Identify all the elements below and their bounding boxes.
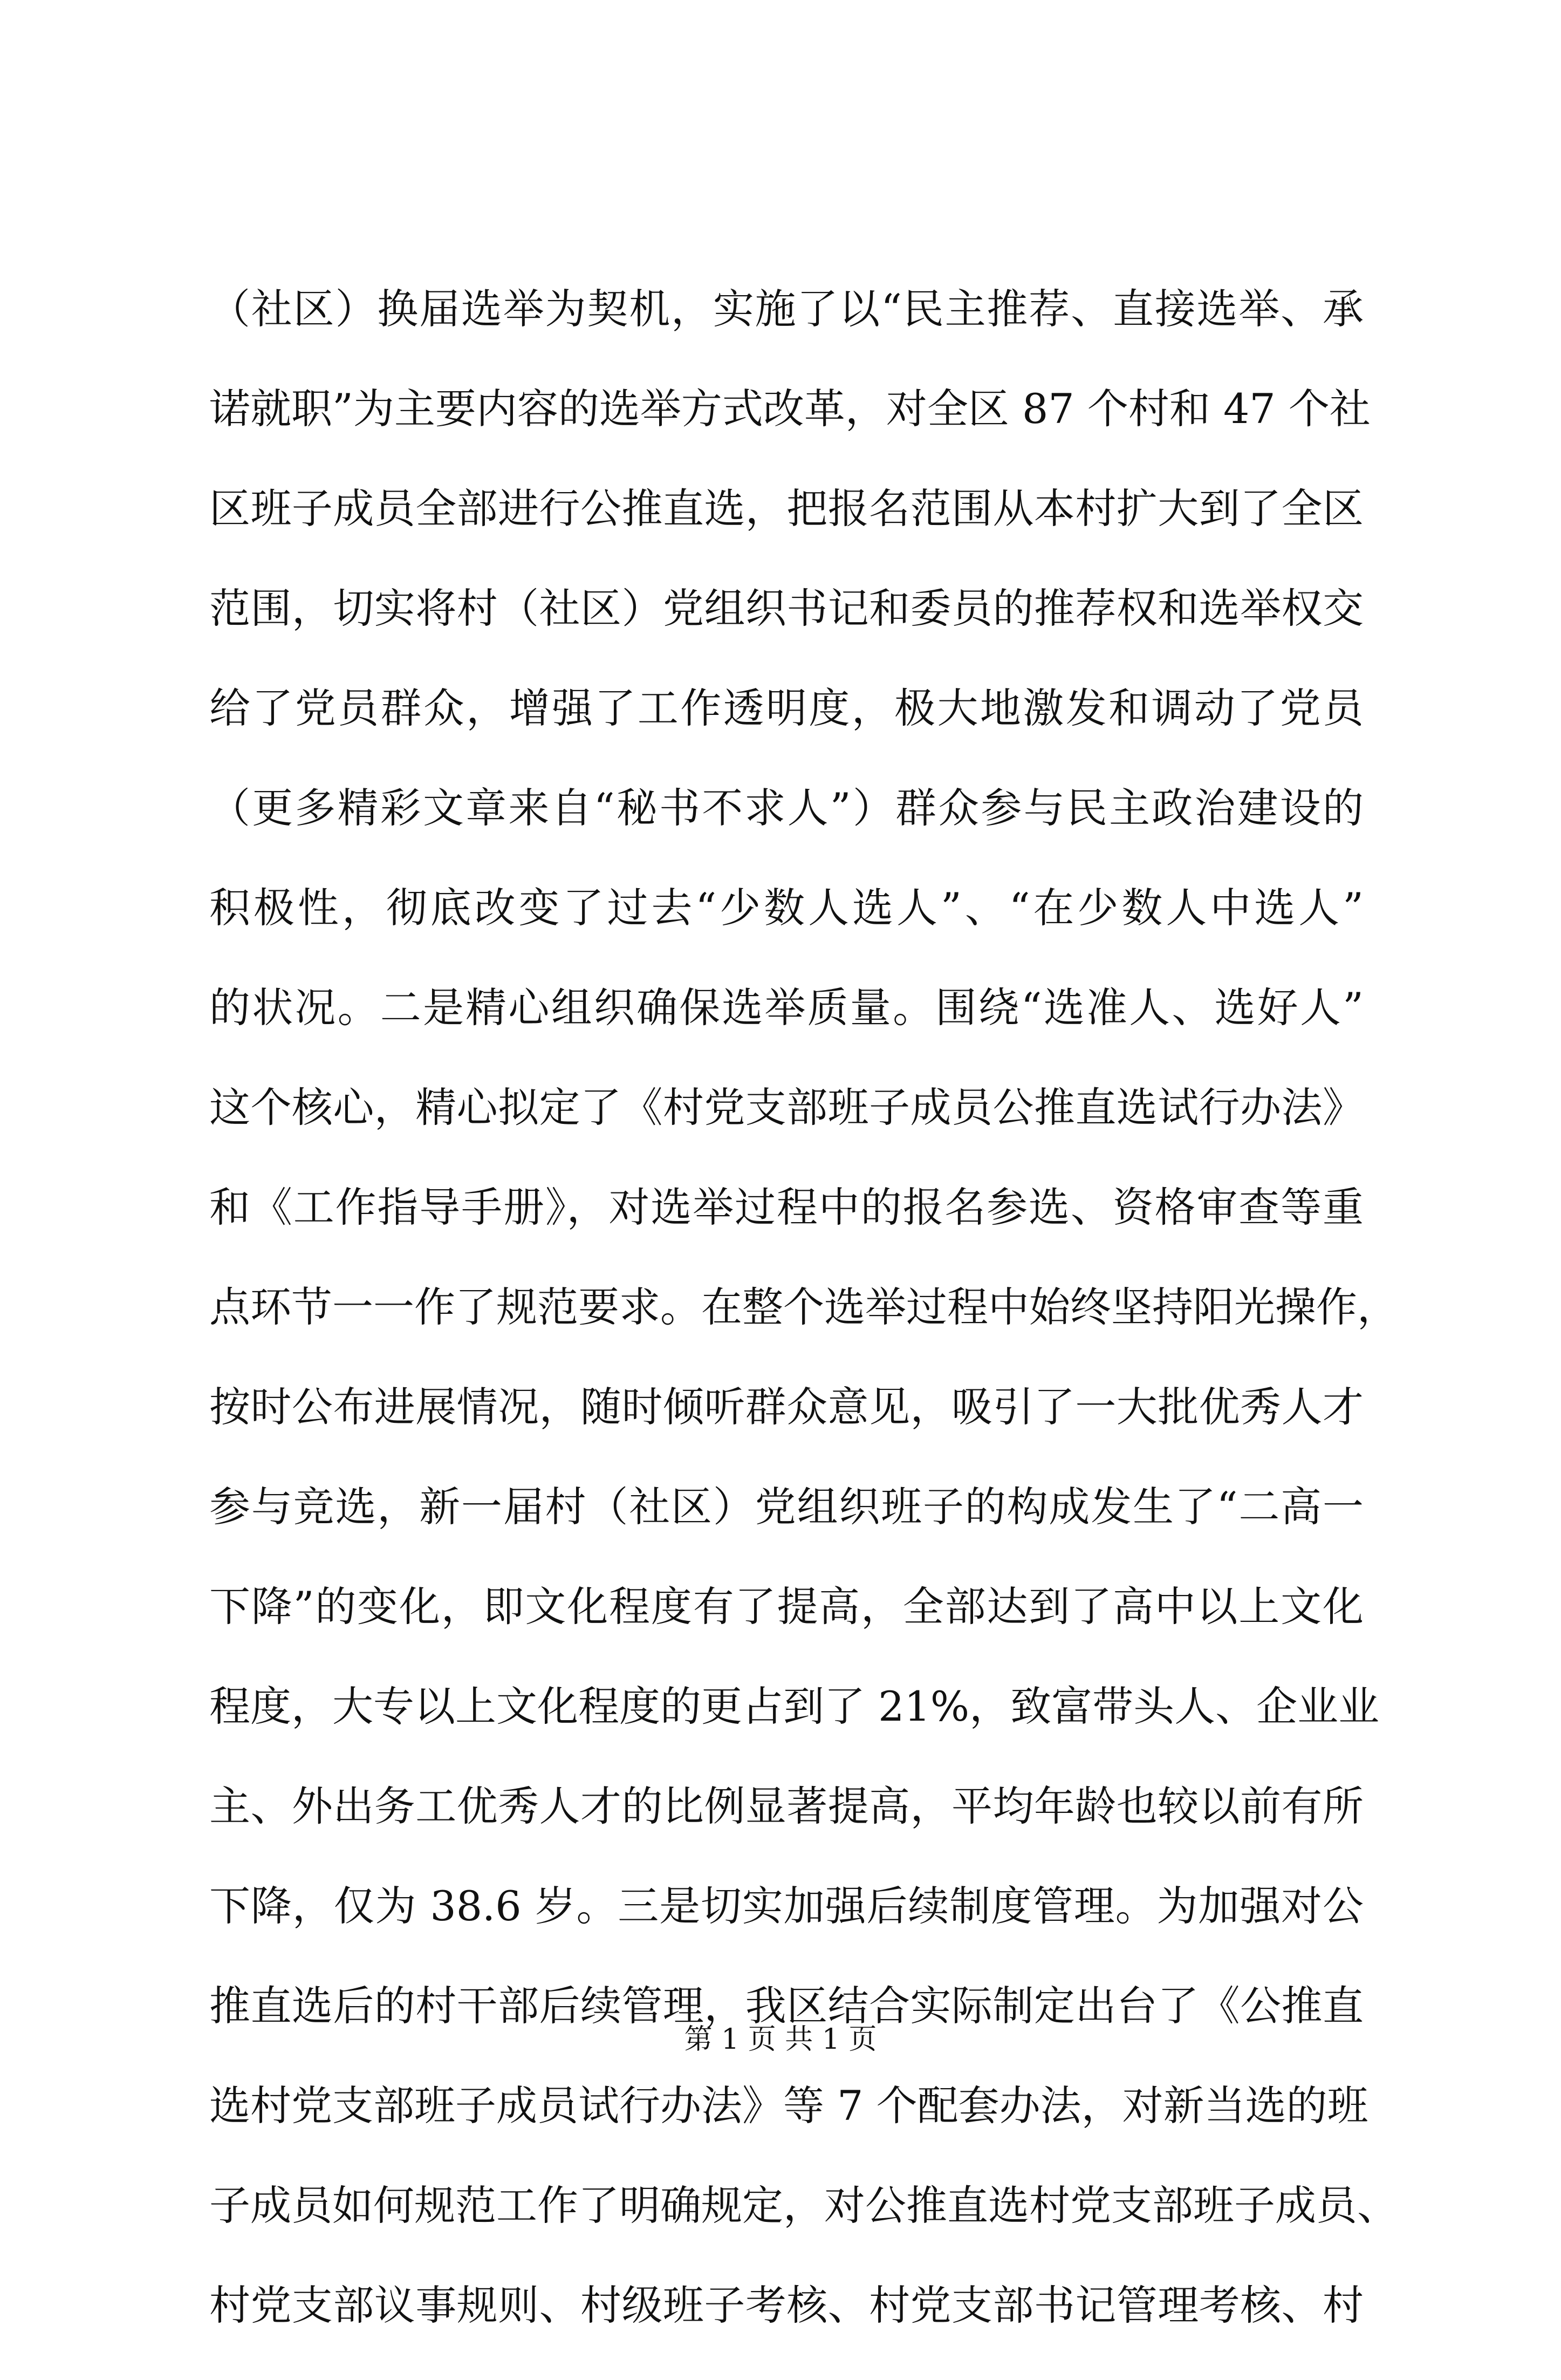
text-line: 推直选后的村干部后续管理，我区结合实际制定出台了《公推直 — [209, 1982, 1364, 2030]
text-line: 参与竞选，新一届村（社区）党组织班子的构成发生了“二高一 — [209, 1483, 1364, 1531]
text-line: 主、外出务工优秀人才的比例显著提高，平均年龄也较以前有所 — [209, 1782, 1364, 1830]
text-line: 点环节一一作了规范要求。在整个选举过程中始终坚持阳光操作， — [209, 1283, 1398, 1331]
page-number: 第 1 页 共 1 页 — [684, 2023, 877, 2056]
page-footer — [0, 2021, 1561, 2058]
text-line: 诺就职”为主要内容的选举方式改革，对全区 87 个村和 47 个社 — [209, 385, 1371, 433]
text-line: 范围，切实将村（社区）党组织书记和委员的推荐权和选举权交 — [209, 584, 1364, 632]
text-line: 区班子成员全部进行公推直选，把报名范围从本村扩大到了全区 — [209, 485, 1364, 533]
text-line: 这个核心，精心拟定了《村党支部班子成员公推直选试行办法》 — [209, 1083, 1364, 1131]
text-line: 按时公布进展情况，随时倾听群众意见，吸引了一大批优秀人才 — [209, 1383, 1364, 1431]
text-line: （更多精彩文章来自“秘书不求人”）群众参与民主政治建设的 — [209, 784, 1364, 832]
text-line: 给了党员群众，增强了工作透明度，极大地激发和调动了党员 — [209, 684, 1364, 732]
text-line: 选村党支部班子成员试行办法》等 7 个配套办法，对新当选的班 — [209, 2082, 1368, 2130]
text-line: 程度，大专以上文化程度的更占到了 21%，致富带头人、企业业 — [209, 1682, 1380, 1730]
text-line: 村党支部议事规则、村级班子考核、村党支部书记管理考核、村 — [209, 2281, 1364, 2329]
text-line: 下降，仅为 38.6 岁。三是切实加强后续制度管理。为加强对公 — [209, 1882, 1364, 1930]
text-line: 积极性，彻底改变了过去“少数人选人”、“在少数人中选人” — [209, 884, 1364, 932]
text-line: 的状况。二是精心组织确保选举质量。围绕“选准人、选好人” — [209, 984, 1364, 1032]
body-text — [209, 284, 1398, 2380]
text-line: 子成员如何规范工作了明确规定，对公推直选村党支部班子成员、 — [209, 2181, 1398, 2229]
text-line: （社区）换届选举为契机，实施了以“民主推荐、直接选举、承 — [209, 285, 1364, 333]
text-line: 和《工作指导手册》，对选举过程中的报名参选、资格审查等重 — [209, 1183, 1364, 1231]
text-line: 下降”的变化，即文化程度有了提高，全部达到了高中以上文化 — [209, 1583, 1364, 1631]
